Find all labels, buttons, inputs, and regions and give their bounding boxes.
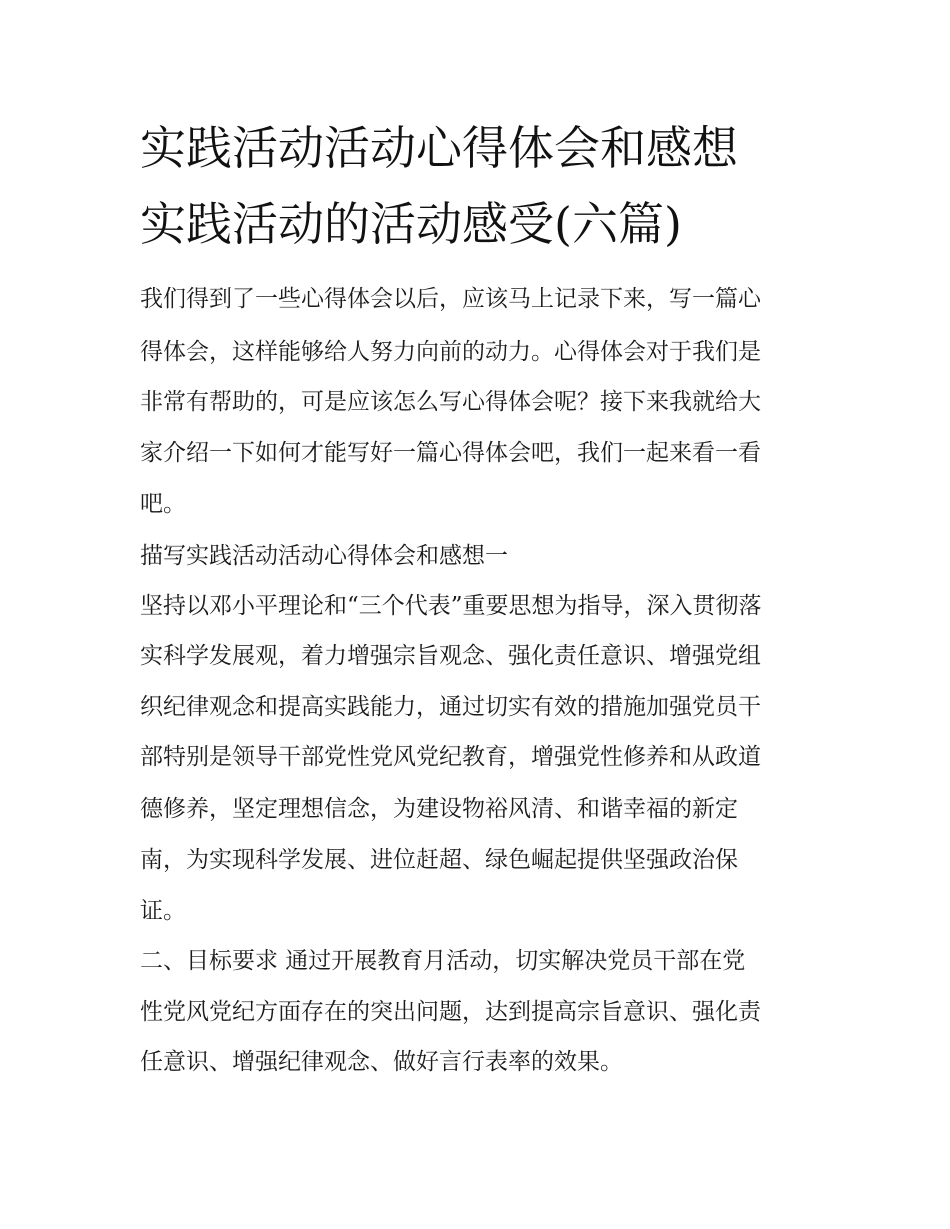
paragraph-line: 南，为实现科学发展、进位赶超、绿色崛起提供坚强政治保 [140,847,738,873]
paragraph-line: 得体会，这样能够给人努力向前的动力。心得体会对于我们是 [140,339,761,365]
paragraph-line: 任意识、增强纪律观念、做好言行表率的效果。 [140,1049,623,1075]
paragraph-line: 坚持以邓小平理论和“三个代表”重要思想为指导，深入贯彻落 [140,593,762,619]
paragraph-line: 性党风党纪方面存在的突出问题，达到提高宗旨意识、强化责 [140,999,761,1025]
paragraph-line: 吧。 [140,491,186,517]
section-heading: 描写实践活动活动心得体会和感想一 [140,543,508,569]
paragraph-line: 部特别是领导干部党性党风党纪教育，增强党性修养和从政道 [140,744,761,770]
paragraph-line: 二、目标要求 通过开展教育月活动，切实解决党员干部在党 [140,948,746,974]
document-title-line-2: 实践活动的活动感受(六篇) [140,197,682,251]
paragraph-line: 德修养，坚定理想信念，为建设物裕风清、和谐幸福的新定 [140,796,738,822]
paragraph-line: 家介绍一下如何才能写好一篇心得体会吧，我们一起来看一看 [140,440,761,466]
paragraph-line: 我们得到了一些心得体会以后，应该马上记录下来，写一篇心 [140,286,761,312]
paragraph-line: 证。 [140,898,186,924]
paragraph-line: 织纪律观念和提高实践能力，通过切实有效的措施加强党员干 [140,694,761,720]
document-title-line-1: 实践活动活动心得体会和感想 [140,121,738,175]
paragraph-line: 实科学发展观，着力增强宗旨观念、强化责任意识、增强党组 [140,643,761,669]
paragraph-line: 非常有帮助的，可是应该怎么写心得体会呢？接下来我就给大 [140,389,761,415]
